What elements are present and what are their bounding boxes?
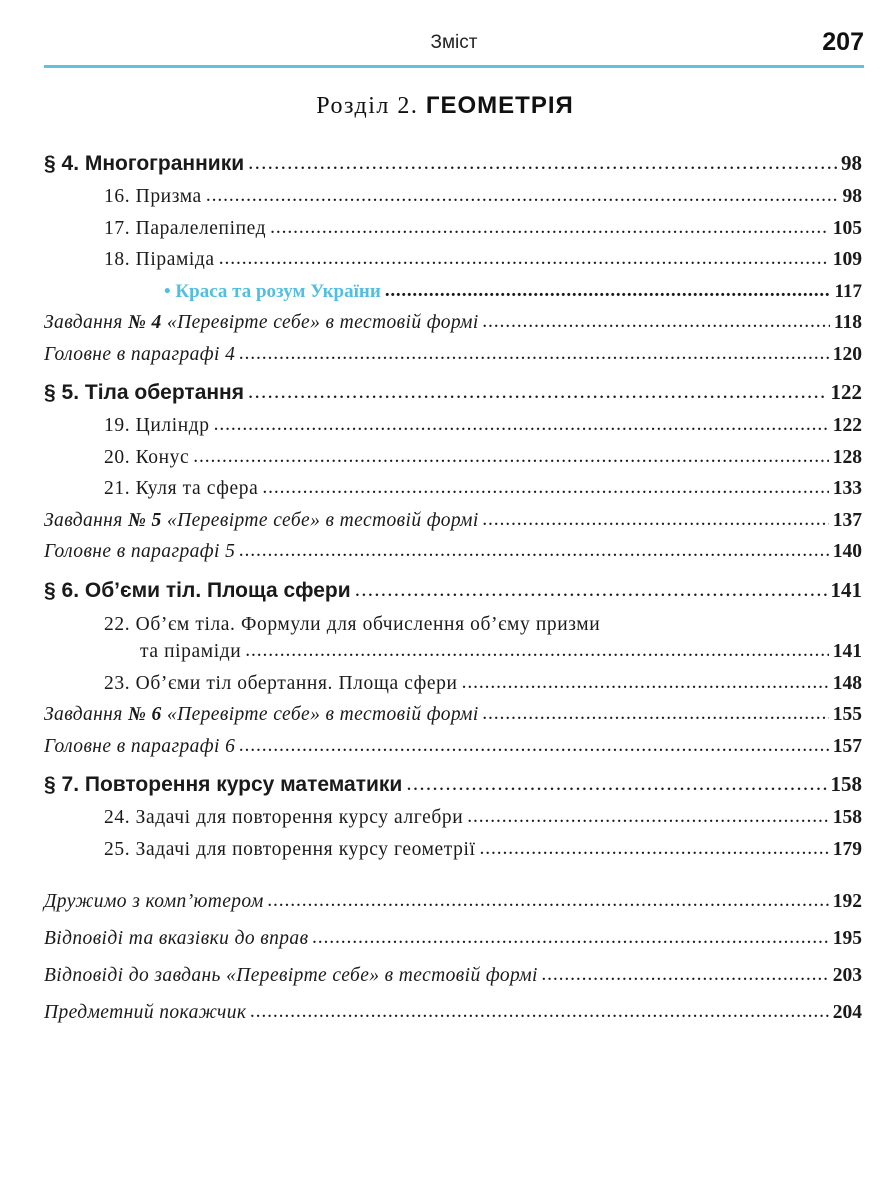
toc-entry-title: 24. Задачі для повторення курсу алгебри bbox=[104, 807, 464, 828]
dot-leader bbox=[483, 311, 830, 333]
dot-leader bbox=[270, 217, 829, 239]
toc-entry-page: 122 bbox=[830, 380, 862, 404]
toc-entry-page: 140 bbox=[832, 541, 862, 562]
toc-entry-page: 148 bbox=[832, 672, 862, 694]
dot-leader bbox=[483, 509, 829, 531]
toc-entry-title: Головне в параграфі 4 bbox=[44, 343, 236, 365]
dot-leader bbox=[193, 446, 828, 468]
toc-entry-page: 128 bbox=[832, 446, 862, 468]
toc-item-19[interactable] bbox=[44, 409, 862, 441]
toc-entry-page: 105 bbox=[832, 217, 862, 239]
toc-summary-5[interactable] bbox=[44, 535, 862, 567]
toc-appendix-test-answers[interactable] bbox=[44, 956, 862, 993]
toc-item-23[interactable] bbox=[44, 667, 862, 699]
toc-paragraph-7[interactable] bbox=[44, 761, 862, 801]
dot-leader bbox=[219, 248, 829, 270]
page-number: 207 bbox=[822, 28, 864, 56]
toc-entry-title: Головне в параграфі 6 bbox=[44, 735, 236, 757]
toc-paragraph-5[interactable] bbox=[44, 369, 862, 409]
toc-entry-page: 137 bbox=[832, 509, 862, 531]
toc-item-20[interactable] bbox=[44, 441, 862, 473]
toc-entry-title: Завдання № 4 «Перевірте себе» в тестовій формі bbox=[44, 312, 479, 333]
toc-entry-page: 117 bbox=[834, 280, 862, 302]
toc-entry-page: 157 bbox=[832, 735, 862, 757]
bullet-icon: • bbox=[164, 280, 171, 302]
dot-leader bbox=[312, 927, 828, 949]
running-head bbox=[44, 28, 864, 64]
toc-entry-title: § 7. Повторення курсу математики bbox=[44, 773, 403, 796]
dot-leader bbox=[245, 636, 828, 666]
toc-summary-4[interactable] bbox=[44, 338, 862, 370]
toc-appendix-answers[interactable] bbox=[44, 919, 862, 956]
table-of-contents bbox=[44, 140, 862, 1030]
toc-item-17[interactable] bbox=[44, 212, 862, 244]
toc-item-25[interactable] bbox=[44, 833, 862, 865]
toc-paragraph-6[interactable] bbox=[44, 567, 862, 607]
toc-test-6[interactable] bbox=[44, 698, 862, 730]
toc-entry-title: 18. Піраміда bbox=[104, 249, 215, 270]
toc-entry-title: • Краса та розум України bbox=[164, 280, 381, 302]
toc-entry-page: 141 bbox=[832, 640, 862, 662]
section-heading bbox=[0, 92, 890, 120]
toc-entry-title: Завдання № 5 «Перевірте себе» в тестовій формі bbox=[44, 509, 479, 531]
dot-leader bbox=[262, 477, 828, 499]
toc-entry-page: 109 bbox=[832, 249, 862, 270]
toc-item-21[interactable] bbox=[44, 472, 862, 504]
dot-leader bbox=[248, 151, 837, 173]
dot-leader bbox=[239, 735, 829, 757]
toc-entry-page: 98 bbox=[842, 186, 862, 207]
toc-test-4[interactable] bbox=[44, 306, 862, 338]
dot-leader bbox=[542, 964, 829, 986]
toc-entry-title: 20. Конус bbox=[104, 446, 190, 468]
toc-entry-title: Відповіді до завдань «Перевірте себе» в тестовій формі bbox=[44, 965, 538, 986]
toc-item-24[interactable] bbox=[44, 801, 862, 833]
dot-leader bbox=[268, 890, 829, 912]
toc-entry-page: 204 bbox=[832, 1002, 862, 1023]
toc-item-16[interactable] bbox=[44, 180, 862, 212]
dot-leader bbox=[214, 414, 829, 436]
toc-entry-title: 25. Задачі для повторення курсу геометрії bbox=[104, 838, 476, 860]
section-heading-prefix: Розділ 2. bbox=[316, 93, 419, 119]
toc-paragraph-4[interactable] bbox=[44, 140, 862, 180]
dot-leader bbox=[480, 838, 829, 860]
toc-entry-title: 16. Призма bbox=[104, 186, 202, 207]
toc-entry-page: 155 bbox=[832, 704, 862, 725]
toc-appendix bbox=[44, 882, 862, 1030]
toc-entry-page: 179 bbox=[832, 838, 862, 860]
toc-subitem-krasa[interactable] bbox=[44, 275, 862, 307]
toc-entry-title: § 5. Тіла обертання bbox=[44, 381, 244, 404]
section-heading-title: ГЕОМЕТРІЯ bbox=[425, 92, 574, 119]
toc-entry-page: 203 bbox=[832, 965, 862, 986]
toc-test-5[interactable] bbox=[44, 504, 862, 536]
toc-entry-page: 122 bbox=[832, 415, 862, 436]
toc-item-22[interactable] bbox=[44, 607, 862, 667]
dot-leader bbox=[206, 185, 839, 207]
toc-entry-title: 19. Циліндр bbox=[104, 415, 210, 436]
dot-leader bbox=[239, 540, 829, 562]
toc-entry-title: Головне в параграфі 5 bbox=[44, 541, 236, 562]
toc-entry-page: 141 bbox=[830, 577, 862, 602]
dot-leader bbox=[239, 343, 829, 365]
toc-entry-page: 158 bbox=[830, 772, 862, 796]
toc-appendix-index[interactable] bbox=[44, 993, 862, 1030]
dot-leader bbox=[355, 578, 827, 600]
toc-entry-page: 158 bbox=[832, 807, 862, 828]
toc-appendix-computer[interactable] bbox=[44, 882, 862, 919]
running-head-title: Зміст bbox=[430, 32, 478, 53]
dot-leader bbox=[248, 380, 827, 402]
toc-entry-title: 21. Куля та сфера bbox=[104, 478, 259, 499]
toc-summary-6[interactable] bbox=[44, 730, 862, 762]
toc-entry-title: 17. Паралелепіпед bbox=[104, 217, 267, 239]
toc-entry-title: 22. Об’єм тіла. Формули для обчислення об’єму призми bbox=[104, 613, 601, 635]
toc-entry-page: 98 bbox=[841, 151, 862, 175]
dot-leader bbox=[462, 672, 829, 694]
toc-entry-page: 120 bbox=[832, 343, 862, 365]
toc-entry-page: 192 bbox=[832, 891, 862, 912]
header-rule bbox=[44, 65, 864, 68]
toc-entry-title: Дружимо з комп’ютером bbox=[44, 891, 264, 912]
toc-entry-title: Завдання № 6 «Перевірте себе» в тестовій формі bbox=[44, 704, 479, 725]
toc-entry-page: 118 bbox=[833, 312, 862, 333]
toc-entry-page: 195 bbox=[832, 928, 862, 949]
toc-entry-title: § 4. Многогранники bbox=[44, 152, 245, 175]
dot-leader bbox=[483, 703, 829, 725]
toc-entry-title: Відповіді та вказівки до вправ bbox=[44, 928, 309, 949]
dot-leader bbox=[467, 806, 828, 828]
dot-leader bbox=[385, 280, 831, 302]
toc-entry-title: Предметний покажчик bbox=[44, 1002, 247, 1023]
toc-item-18[interactable] bbox=[44, 243, 862, 275]
toc-entry-title: 23. Об’єми тіл обертання. Площа сфери bbox=[104, 672, 458, 694]
toc-entry-page: 133 bbox=[832, 478, 862, 499]
toc-entry-title-continued: та піраміди bbox=[140, 640, 242, 662]
dot-leader bbox=[406, 772, 826, 794]
toc-entry-title: § 6. Об’єми тіл. Площа сфери bbox=[44, 578, 351, 602]
dot-leader bbox=[250, 1001, 828, 1023]
